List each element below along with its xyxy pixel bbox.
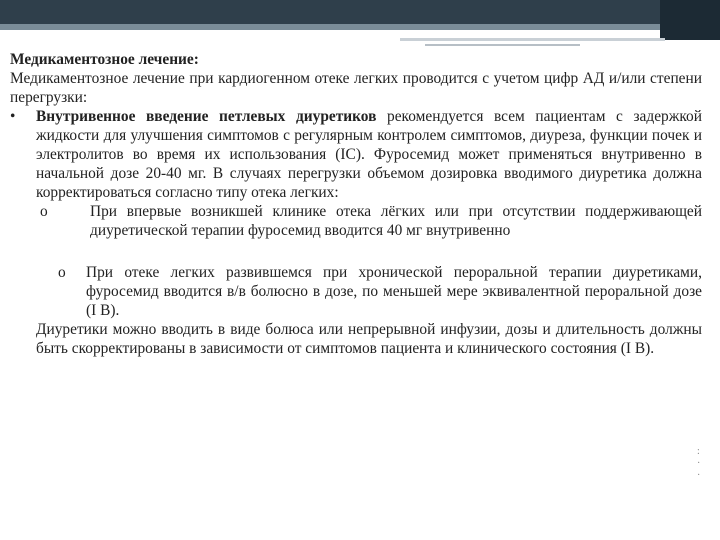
slide-body	[10, 50, 702, 358]
section-heading: Медикаментозное лечение:	[10, 51, 199, 68]
sub-marker: o	[58, 264, 66, 281]
decorative-line	[400, 38, 665, 41]
sub-item-clip	[62, 202, 702, 259]
decorative-line	[425, 44, 580, 46]
sub-item-text: При впервые возникшей клинике отека лёгких или при отсутствии поддерживающей диуретической терапии фуросемид вводится 40 мг внутривенно	[90, 203, 702, 239]
corner-block	[660, 0, 720, 40]
header-stripe	[0, 24, 720, 30]
bullet-body-text: рекомендуется всем пациентам с задержкой жидкости для улучшения симптомов с регулярным контролем симптомов, диуреза, функции почек и электролитов во время их использования (IC). Фуросемид может применяться внутривенно в начальной дозе 20-40 мг. В случаях перегрузки объемом дозировка вводимого диуретика должна корректироваться согласно типу отека легких:	[36, 108, 702, 201]
final-paragraph: Диуретики можно вводить в виде болюса или непрерывной инфузии, дозы и длительность должны быть скорректированы в зависимости от симптомов пациента и клинического состояния (I B).	[36, 321, 702, 357]
bullet-bold-text: Внутривенное введение петлевых диуретиков	[36, 108, 377, 125]
bullet-item	[10, 107, 702, 202]
bullet-text	[36, 107, 702, 202]
header-bar	[0, 0, 720, 24]
bullet-marker: •	[10, 108, 16, 125]
slide-side-dots: : · ·	[697, 446, 701, 481]
intro-paragraph: Медикаментозное лечение при кардиогенном отеке легких проводится с учетом цифр АД и/или степени перегрузки:	[10, 70, 702, 106]
sub-marker: o	[40, 203, 48, 220]
sub-item-1	[40, 202, 702, 259]
sub-item-2	[58, 263, 702, 320]
sub-item-text: При отеке легких развившемся при хронической пероральной терапии диуретиками, фуросемид вводится в/в болюсно в дозе, по меньшей мере эквивалентной пероральной дозе (I B).	[86, 264, 702, 319]
